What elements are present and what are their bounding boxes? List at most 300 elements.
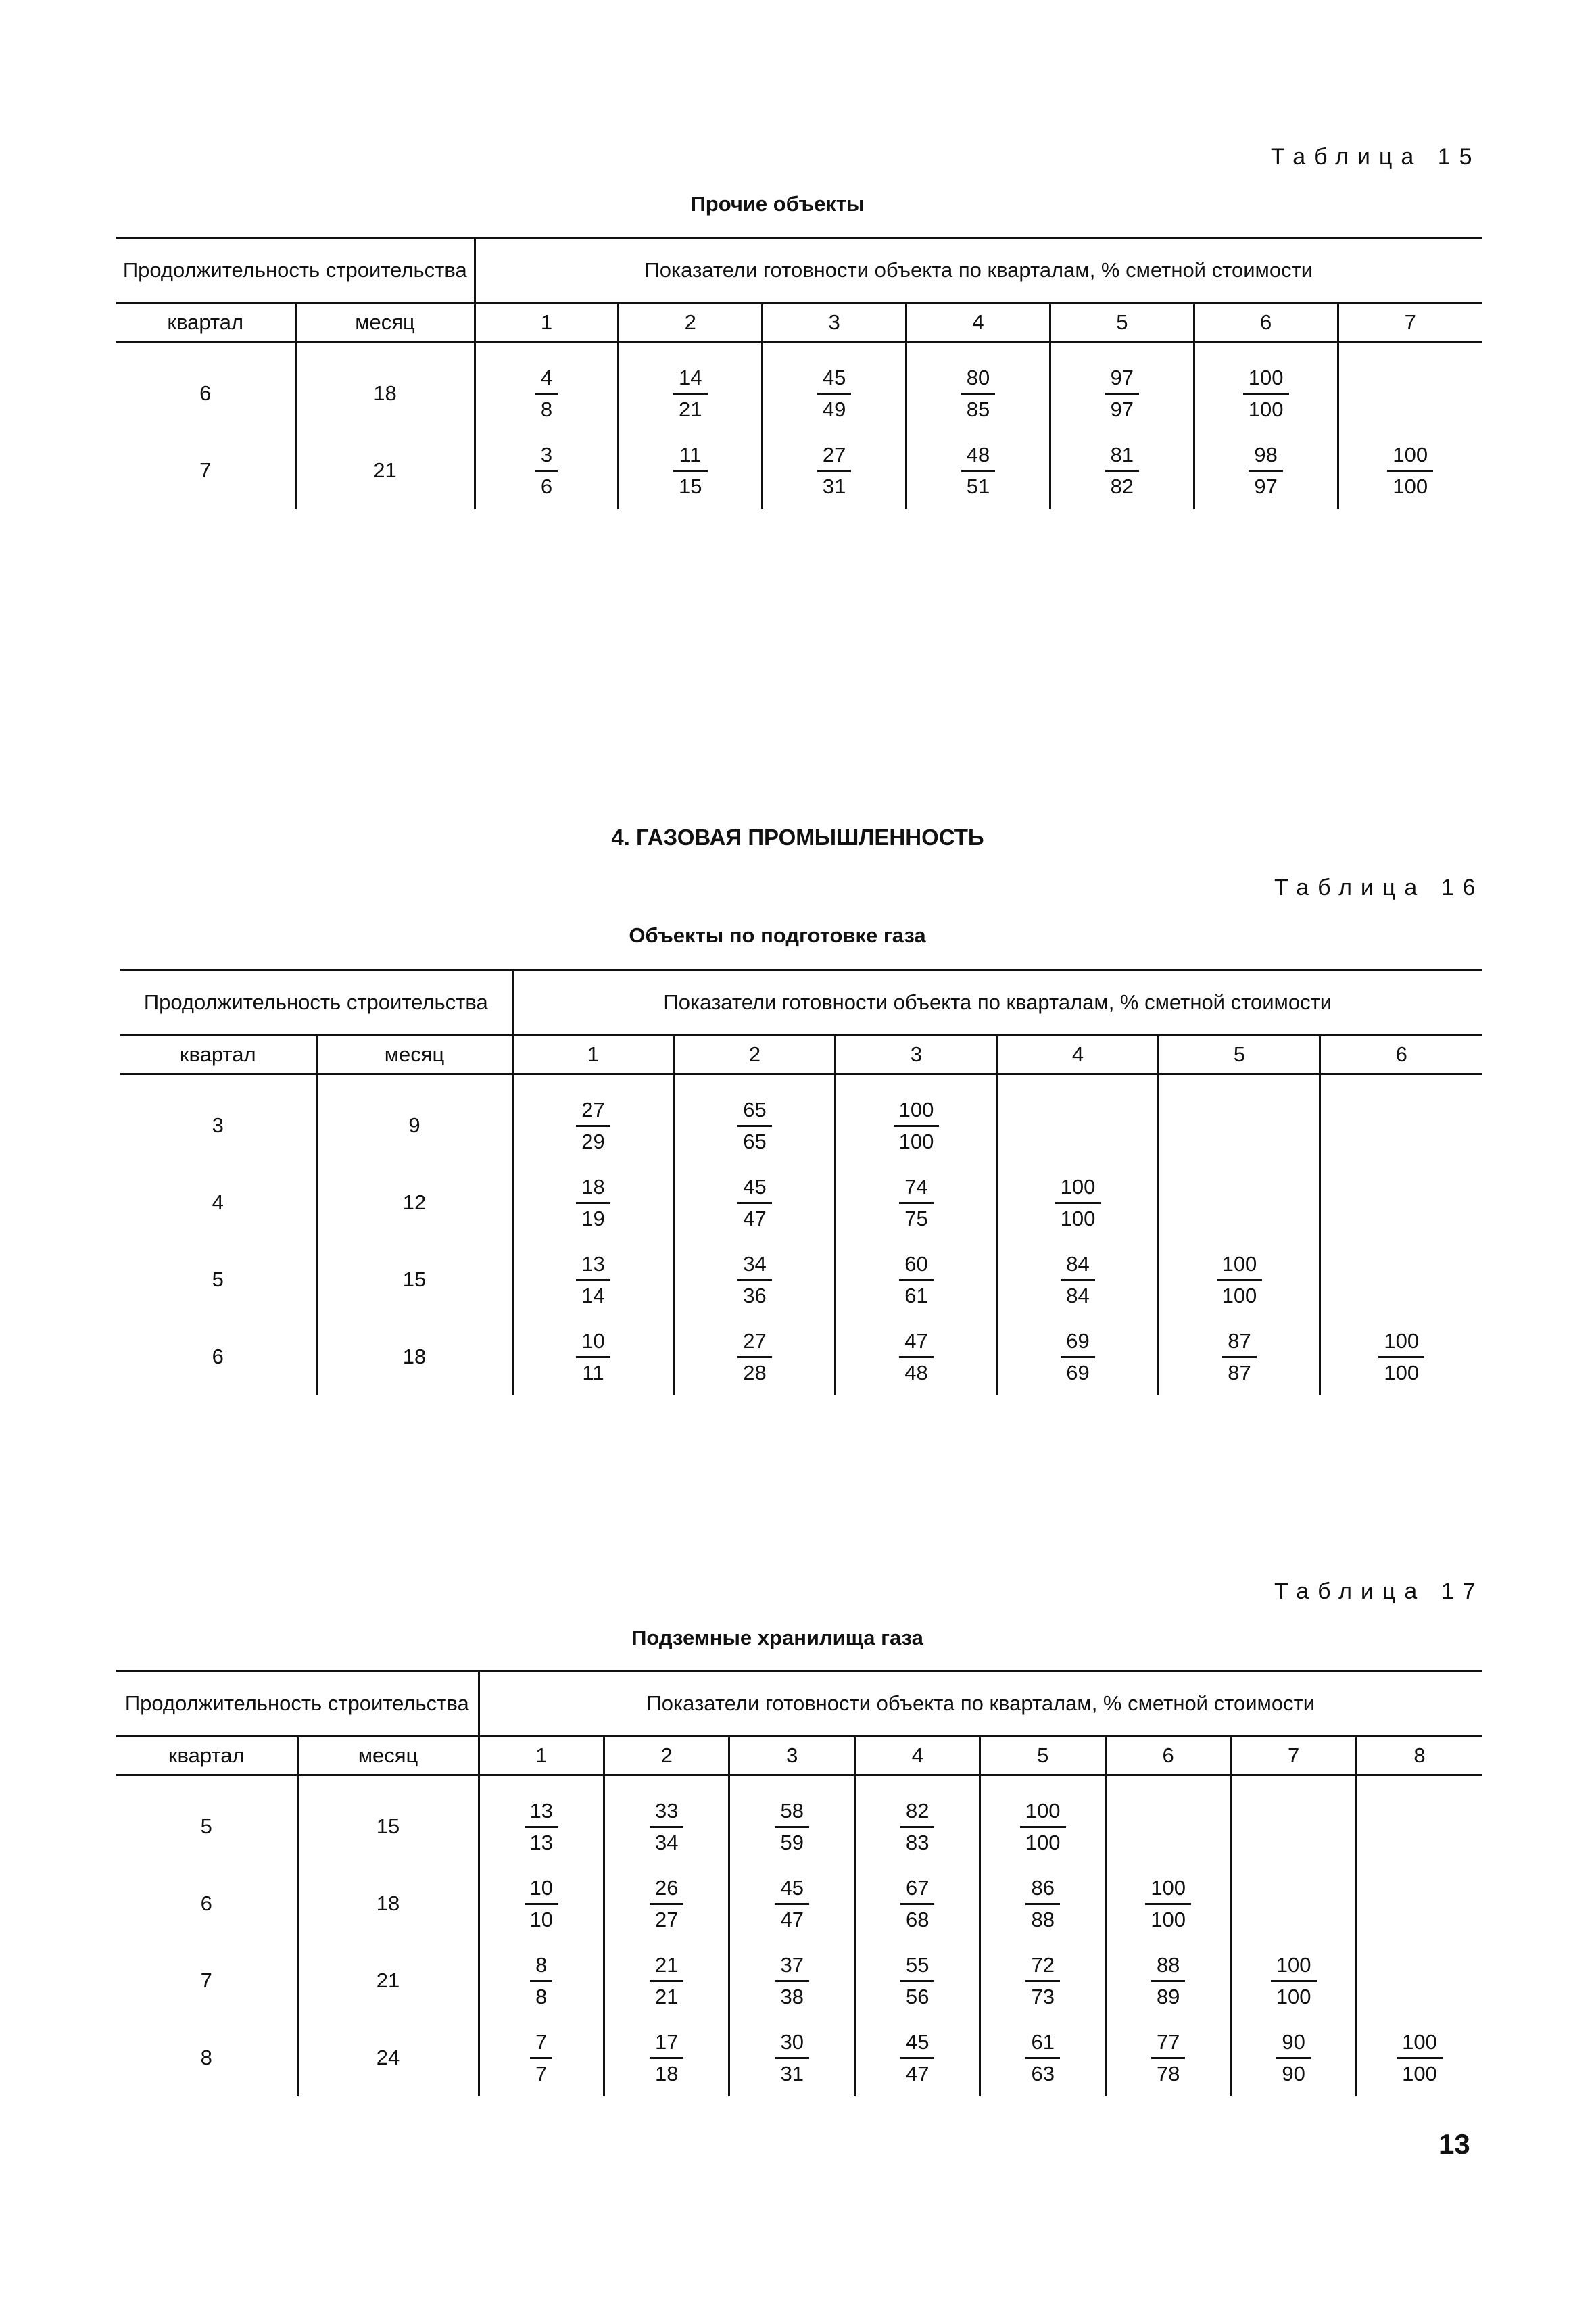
table-row <box>116 2019 1482 2096</box>
quarter-column-header: 7 <box>1338 304 1482 342</box>
indicator-cell <box>980 1788 1105 1865</box>
indicator-cell <box>763 355 906 432</box>
indicator-cell <box>836 1241 997 1318</box>
fraction-value <box>1105 440 1139 502</box>
quarter-header: квартал <box>116 1737 297 1775</box>
indicator-cell <box>997 1164 1159 1241</box>
indicator-cell <box>1320 1164 1482 1241</box>
fraction-numerator: 100 <box>1055 1172 1101 1204</box>
indicator-cell <box>997 1241 1159 1318</box>
page-number: 13 <box>1438 2128 1470 2160</box>
indicator-cell <box>1320 1087 1482 1164</box>
fraction-numerator: 100 <box>894 1095 940 1127</box>
fraction-denominator: 31 <box>822 474 846 498</box>
month-value: 9 <box>316 1087 512 1164</box>
fraction-value <box>961 440 995 502</box>
indicator-cell <box>980 1865 1105 1942</box>
header-row <box>116 1671 1482 1737</box>
subheader-row <box>120 1036 1482 1074</box>
fraction-value <box>899 1326 933 1388</box>
indicator-cell <box>1050 432 1194 509</box>
quarter-value: 3 <box>212 1113 224 1137</box>
indicator-cell <box>604 1865 729 1942</box>
month-value: 21 <box>295 432 475 509</box>
fraction-numerator: 81 <box>1105 440 1139 472</box>
fraction-numerator: 10 <box>576 1326 610 1358</box>
fraction-numerator: 30 <box>775 2027 808 2059</box>
duration-header: Продолжительность строительства <box>116 1671 479 1737</box>
indicator-cell <box>619 432 763 509</box>
fraction-numerator: 10 <box>525 1873 558 1905</box>
indicator-cell <box>604 1942 729 2019</box>
quarter-column-header: 7 <box>1231 1737 1356 1775</box>
quarter-column-header: 3 <box>729 1737 854 1775</box>
fraction-value <box>673 363 707 425</box>
indicator-cell <box>854 1942 980 2019</box>
fraction-numerator: 90 <box>1276 2027 1310 2059</box>
indicator-cell <box>763 432 906 509</box>
quarter-value: 5 <box>212 1268 224 1291</box>
month-value: 24 <box>297 2019 479 2096</box>
fraction-value <box>525 1873 558 1935</box>
indicator-cell <box>997 1318 1159 1395</box>
fraction-numerator: 80 <box>961 363 995 395</box>
indicator-cell <box>1105 1788 1230 1865</box>
quarter-column-header: 1 <box>479 1737 604 1775</box>
quarter-column-header: 4 <box>854 1737 980 1775</box>
quarter-header: квартал <box>116 304 295 342</box>
fraction-numerator: 3 <box>535 440 558 472</box>
quarter-value: 7 <box>199 458 212 482</box>
fraction-value <box>1222 1326 1256 1388</box>
fraction-numerator: 45 <box>817 363 851 395</box>
quarter-column-header: 2 <box>619 304 763 342</box>
indicator-cell <box>479 1788 604 1865</box>
fraction-numerator: 97 <box>1105 363 1139 395</box>
fraction-denominator: 100 <box>1393 474 1428 498</box>
indicator-cell <box>604 1788 729 1865</box>
fraction-denominator: 8 <box>540 397 553 421</box>
quarter-column-header: 1 <box>512 1036 674 1074</box>
header-row <box>120 970 1482 1036</box>
fraction-denominator: 13 <box>529 1830 553 1854</box>
fraction-denominator: 36 <box>743 1283 767 1307</box>
fraction-numerator: 27 <box>737 1326 771 1358</box>
fraction-value <box>737 1249 771 1311</box>
fraction-value <box>775 1873 808 1935</box>
fraction-numerator: 34 <box>737 1249 771 1281</box>
indicator-cell <box>729 1788 854 1865</box>
fraction-denominator: 15 <box>679 474 702 498</box>
fraction-value <box>530 1950 552 2012</box>
fraction-numerator: 48 <box>961 440 995 472</box>
indicator-cell <box>1159 1164 1320 1241</box>
fraction-numerator: 21 <box>650 1950 683 1982</box>
indicator-cell <box>1194 432 1338 509</box>
indicator-cell <box>479 1942 604 2019</box>
fraction-value <box>576 1095 610 1157</box>
table-row <box>120 1318 1482 1395</box>
fraction-denominator: 97 <box>1110 397 1134 421</box>
fraction-denominator: 100 <box>1151 1907 1186 1931</box>
indicator-cell <box>729 2019 854 2096</box>
fraction-denominator: 83 <box>905 1830 929 1854</box>
fraction-denominator: 48 <box>904 1360 928 1384</box>
fraction-numerator: 45 <box>775 1873 808 1905</box>
fraction-denominator: 97 <box>1254 474 1278 498</box>
fraction-numerator: 74 <box>899 1172 933 1204</box>
indicator-cell <box>604 2019 729 2096</box>
month-value: 15 <box>297 1788 479 1865</box>
month-value: 18 <box>295 355 475 432</box>
indicator-cell <box>1105 1865 1230 1942</box>
fraction-value <box>817 363 851 425</box>
indicator-cell <box>980 1942 1105 2019</box>
fraction-denominator: 49 <box>822 397 846 421</box>
indicator-cell <box>997 1087 1159 1164</box>
indicator-cell <box>1356 1788 1482 1865</box>
table15-title: Прочие объекты <box>690 192 865 216</box>
indicator-cell <box>475 355 619 432</box>
quarter-value: 6 <box>199 381 212 405</box>
fraction-value <box>576 1249 610 1311</box>
fraction-value <box>1217 1249 1263 1311</box>
fraction-numerator: 100 <box>1387 440 1433 472</box>
fraction-numerator: 27 <box>576 1095 610 1127</box>
fraction-numerator: 14 <box>673 363 707 395</box>
fraction-numerator: 61 <box>1025 2027 1059 2059</box>
indicator-cell <box>475 432 619 509</box>
header-row <box>116 238 1482 304</box>
table-row <box>116 1942 1482 2019</box>
fraction-value <box>775 2027 808 2089</box>
fraction-denominator: 6 <box>540 474 553 498</box>
fraction-numerator: 86 <box>1025 1873 1059 1905</box>
fraction-denominator: 47 <box>743 1206 767 1230</box>
fraction-numerator: 45 <box>900 2027 934 2059</box>
fraction-denominator: 51 <box>966 474 990 498</box>
table16 <box>120 969 1482 1395</box>
month-value: 18 <box>297 1865 479 1942</box>
fraction-numerator: 11 <box>673 440 707 472</box>
indicator-cell <box>1356 2019 1482 2096</box>
table16-title: Объекты по подготовке газа <box>629 923 926 947</box>
fraction-denominator: 87 <box>1228 1360 1251 1384</box>
fraction-denominator: 68 <box>905 1907 929 1931</box>
indicator-cell <box>1231 1942 1356 2019</box>
indicator-cell <box>836 1318 997 1395</box>
fraction-value <box>525 1796 558 1858</box>
fraction-numerator: 13 <box>576 1249 610 1281</box>
indicator-cell <box>1356 1942 1482 2019</box>
quarter-column-header: 3 <box>836 1036 997 1074</box>
month-value: 12 <box>316 1164 512 1241</box>
fraction-denominator: 100 <box>1222 1283 1257 1307</box>
table-row <box>116 355 1482 432</box>
month-value: 15 <box>316 1241 512 1318</box>
fraction-numerator: 26 <box>650 1873 683 1905</box>
quarter-column-header: 5 <box>980 1737 1105 1775</box>
fraction-value <box>1025 1950 1059 2012</box>
fraction-numerator: 55 <box>900 1950 934 1982</box>
fraction-numerator: 45 <box>737 1172 771 1204</box>
quarter-column-header: 6 <box>1194 304 1338 342</box>
fraction-denominator: 100 <box>1025 1830 1061 1854</box>
fraction-numerator: 69 <box>1061 1326 1094 1358</box>
indicator-cell <box>479 2019 604 2096</box>
indicator-cell <box>479 1865 604 1942</box>
fraction-numerator: 82 <box>900 1796 934 1828</box>
fraction-value <box>530 2027 552 2089</box>
indicator-cell <box>836 1164 997 1241</box>
table16-label: Таблица 16 <box>1274 875 1484 900</box>
fraction-numerator: 37 <box>775 1950 808 1982</box>
quarter-column-header: 4 <box>997 1036 1159 1074</box>
table-row <box>120 1087 1482 1164</box>
fraction-denominator: 90 <box>1282 2061 1305 2085</box>
fraction-denominator: 14 <box>581 1283 605 1307</box>
fraction-value <box>1243 363 1289 425</box>
fraction-value <box>1061 1249 1094 1311</box>
fraction-value <box>650 2027 683 2089</box>
table-row <box>116 432 1482 509</box>
table-row <box>120 1164 1482 1241</box>
fraction-value <box>1276 2027 1310 2089</box>
indicator-cell <box>674 1087 836 1164</box>
fraction-value <box>576 1172 610 1234</box>
fraction-numerator: 33 <box>650 1796 683 1828</box>
fraction-numerator: 98 <box>1249 440 1282 472</box>
fraction-value <box>899 1172 933 1234</box>
fraction-value <box>817 440 851 502</box>
quarter-value: 6 <box>212 1345 224 1368</box>
quarter-value: 4 <box>212 1190 224 1214</box>
fraction-denominator: 73 <box>1031 1984 1055 2008</box>
fraction-denominator: 8 <box>535 1984 548 2008</box>
indicator-cell <box>836 1087 997 1164</box>
fraction-value <box>650 1796 683 1858</box>
fraction-numerator: 13 <box>525 1796 558 1828</box>
fraction-value <box>1025 2027 1059 2089</box>
fraction-denominator: 28 <box>743 1360 767 1384</box>
fraction-value <box>899 1249 933 1311</box>
quarter-column-header: 3 <box>763 304 906 342</box>
indicator-cell <box>1231 1865 1356 1942</box>
fraction-denominator: 100 <box>1384 1360 1420 1384</box>
fraction-value <box>535 440 558 502</box>
month-header: месяц <box>295 304 475 342</box>
fraction-numerator: 100 <box>1217 1249 1263 1281</box>
duration-header: Продолжительность строительства <box>116 238 475 304</box>
indicator-cell <box>512 1241 674 1318</box>
fraction-numerator: 58 <box>775 1796 808 1828</box>
fraction-numerator: 4 <box>535 363 558 395</box>
fraction-numerator: 7 <box>530 2027 552 2059</box>
fraction-value <box>1145 1873 1191 1935</box>
fraction-denominator: 31 <box>780 2061 804 2085</box>
fraction-denominator: 100 <box>1276 1984 1311 2008</box>
quarter-value: 5 <box>200 1814 212 1838</box>
fraction-value <box>650 1873 683 1935</box>
fraction-denominator: 69 <box>1066 1360 1090 1384</box>
fraction-numerator: 100 <box>1243 363 1289 395</box>
indicator-cell <box>1320 1318 1482 1395</box>
indicator-cell <box>1338 355 1482 432</box>
fraction-denominator: 56 <box>905 1984 929 2008</box>
fraction-value <box>1151 2027 1185 2089</box>
table17-title: Подземные хранилища газа <box>631 1626 923 1649</box>
quarter-column-header: 4 <box>906 304 1050 342</box>
fraction-denominator: 21 <box>679 397 702 421</box>
fraction-value <box>1378 1326 1424 1388</box>
quarter-value: 7 <box>200 1969 212 1992</box>
quarter-column-header: 6 <box>1105 1737 1230 1775</box>
indicator-cell <box>854 2019 980 2096</box>
fraction-denominator: 78 <box>1156 2061 1180 2085</box>
fraction-denominator: 59 <box>780 1830 804 1854</box>
month-value: 21 <box>297 1942 479 2019</box>
quarter-column-header: 5 <box>1159 1036 1320 1074</box>
fraction-denominator: 7 <box>535 2061 548 2085</box>
fraction-denominator: 47 <box>905 2061 929 2085</box>
fraction-denominator: 82 <box>1110 474 1134 498</box>
fraction-value <box>900 1873 934 1935</box>
fraction-numerator: 27 <box>817 440 851 472</box>
indicator-cell <box>729 1865 854 1942</box>
indicator-cell <box>1159 1087 1320 1164</box>
fraction-value <box>576 1326 610 1388</box>
fraction-numerator: 47 <box>899 1326 933 1358</box>
quarter-column-header: 1 <box>475 304 619 342</box>
fraction-denominator: 21 <box>655 1984 679 2008</box>
month-header: месяц <box>316 1036 512 1074</box>
indicator-header: Показатели готовности объекта по кварталам, % сметной стоимости <box>479 1671 1482 1737</box>
fraction-numerator: 60 <box>899 1249 933 1281</box>
fraction-numerator: 87 <box>1222 1326 1256 1358</box>
indicator-cell <box>1356 1865 1482 1942</box>
fraction-value <box>1271 1950 1317 2012</box>
indicator-cell <box>1105 2019 1230 2096</box>
quarter-column-header: 2 <box>674 1036 836 1074</box>
fraction-value <box>894 1095 940 1157</box>
fraction-denominator: 85 <box>966 397 990 421</box>
fraction-numerator: 100 <box>1271 1950 1317 1982</box>
fraction-denominator: 100 <box>1402 2061 1437 2085</box>
fraction-denominator: 100 <box>1060 1206 1096 1230</box>
fraction-value <box>650 1950 683 2012</box>
indicator-cell <box>1320 1241 1482 1318</box>
indicator-cell <box>980 2019 1105 2096</box>
fraction-numerator: 84 <box>1061 1249 1094 1281</box>
indicator-cell <box>674 1318 836 1395</box>
month-header: месяц <box>297 1737 479 1775</box>
fraction-denominator: 19 <box>581 1206 605 1230</box>
month-value: 18 <box>316 1318 512 1395</box>
fraction-value <box>1025 1873 1059 1935</box>
indicator-cell <box>1105 1942 1230 2019</box>
fraction-numerator: 88 <box>1151 1950 1185 1982</box>
indicator-cell <box>1194 355 1338 432</box>
fraction-denominator: 38 <box>780 1984 804 2008</box>
indicator-cell <box>854 1788 980 1865</box>
fraction-value <box>775 1950 808 2012</box>
fraction-denominator: 88 <box>1031 1907 1055 1931</box>
fraction-value <box>1105 363 1139 425</box>
indicator-header: Показатели готовности объекта по кварталам, % сметной стоимости <box>475 238 1482 304</box>
fraction-denominator: 34 <box>655 1830 679 1854</box>
quarter-column-header: 2 <box>604 1737 729 1775</box>
table-row <box>116 1788 1482 1865</box>
fraction-numerator: 18 <box>576 1172 610 1204</box>
fraction-value <box>737 1095 771 1157</box>
table17 <box>116 1670 1482 2096</box>
section-heading: 4. ГАЗОВАЯ ПРОМЫШЛЕННОСТЬ <box>611 825 984 850</box>
fraction-value <box>1061 1326 1094 1388</box>
fraction-numerator: 67 <box>900 1873 934 1905</box>
fraction-value <box>1387 440 1433 502</box>
indicator-cell <box>1231 1788 1356 1865</box>
fraction-denominator: 27 <box>655 1907 679 1931</box>
fraction-numerator: 17 <box>650 2027 683 2059</box>
indicator-cell <box>1159 1241 1320 1318</box>
fraction-numerator: 100 <box>1378 1326 1424 1358</box>
fraction-denominator: 63 <box>1031 2061 1055 2085</box>
fraction-value <box>1397 2027 1443 2089</box>
fraction-denominator: 89 <box>1156 1984 1180 2008</box>
indicator-cell <box>674 1164 836 1241</box>
fraction-numerator: 100 <box>1020 1796 1066 1828</box>
indicator-cell <box>1050 355 1194 432</box>
quarter-column-header: 5 <box>1050 304 1194 342</box>
fraction-numerator: 100 <box>1397 2027 1443 2059</box>
table-row <box>116 1865 1482 1942</box>
fraction-value <box>1055 1172 1101 1234</box>
fraction-value <box>737 1326 771 1388</box>
quarter-column-header: 8 <box>1356 1737 1482 1775</box>
fraction-denominator: 84 <box>1066 1283 1090 1307</box>
fraction-denominator: 100 <box>898 1129 934 1153</box>
indicator-cell <box>1338 432 1482 509</box>
duration-header: Продолжительность строительства <box>120 970 512 1036</box>
indicator-cell <box>674 1241 836 1318</box>
subheader-row <box>116 1737 1482 1775</box>
quarter-value: 8 <box>200 2046 212 2069</box>
fraction-value <box>775 1796 808 1858</box>
quarter-column-header: 6 <box>1320 1036 1482 1074</box>
fraction-value <box>900 2027 934 2089</box>
quarter-header: квартал <box>120 1036 316 1074</box>
indicator-cell <box>1159 1318 1320 1395</box>
fraction-denominator: 75 <box>904 1206 928 1230</box>
fraction-value <box>737 1172 771 1234</box>
subheader-row <box>116 304 1482 342</box>
quarter-value: 6 <box>200 1891 212 1915</box>
fraction-value <box>900 1950 934 2012</box>
fraction-value <box>1249 440 1282 502</box>
indicator-cell <box>854 1865 980 1942</box>
indicator-cell <box>619 355 763 432</box>
indicator-cell <box>906 355 1050 432</box>
fraction-denominator: 10 <box>529 1907 553 1931</box>
fraction-denominator: 47 <box>780 1907 804 1931</box>
indicator-cell <box>729 1942 854 2019</box>
indicator-cell <box>512 1087 674 1164</box>
indicator-header: Показатели готовности объекта по кварталам, % сметной стоимости <box>512 970 1482 1036</box>
fraction-denominator: 61 <box>904 1283 928 1307</box>
fraction-denominator: 65 <box>743 1129 767 1153</box>
indicator-cell <box>512 1164 674 1241</box>
fraction-value <box>900 1796 934 1858</box>
